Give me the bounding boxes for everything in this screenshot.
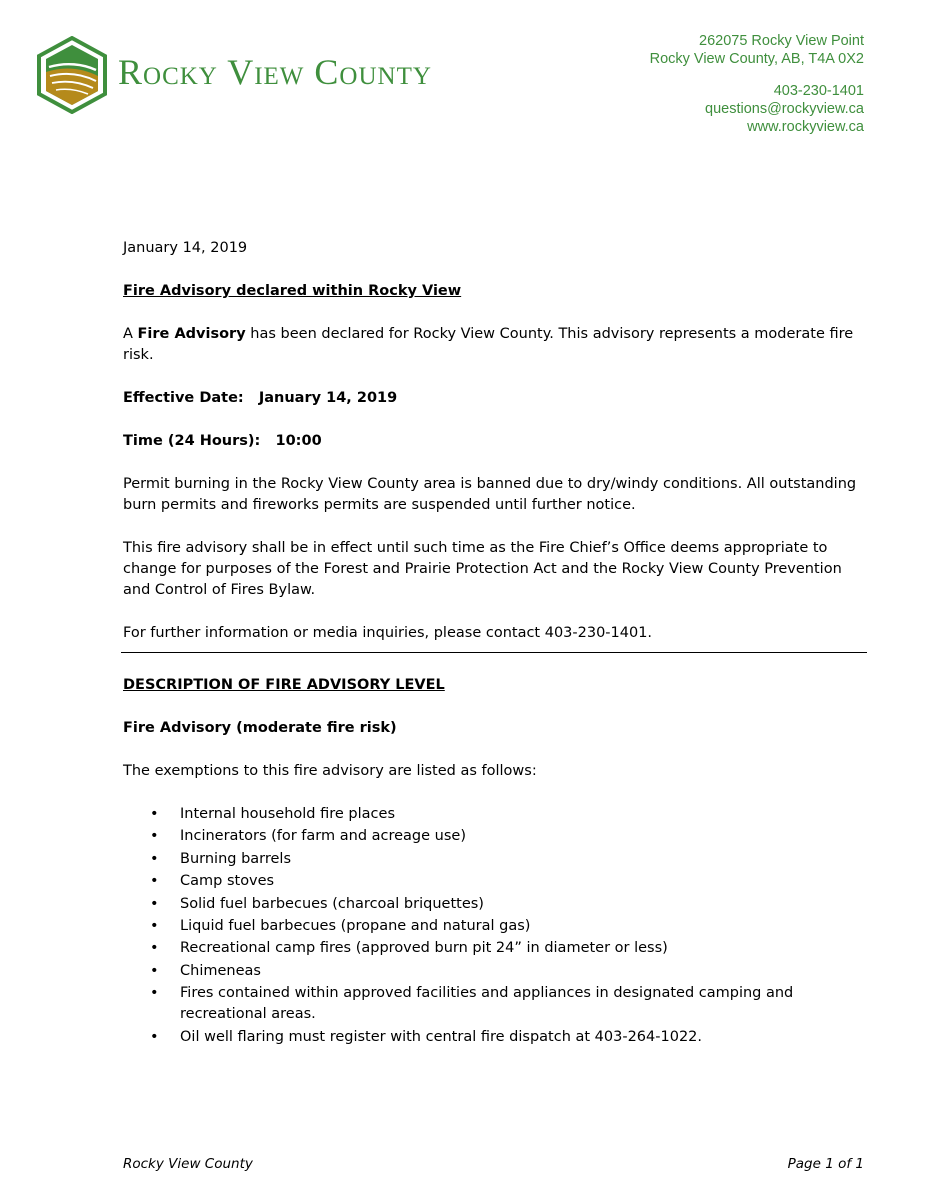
list-item-text: Burning barrels — [180, 850, 292, 867]
bullet-icon: • — [150, 1028, 159, 1045]
rocky-view-logo — [36, 36, 108, 114]
email-link[interactable]: questions@rockyview.ca — [705, 101, 864, 117]
bullet-icon: • — [150, 806, 159, 822]
list-item — [123, 983, 865, 1025]
bullet-icon: • — [150, 828, 159, 845]
list-item-text: Recreational camp fires (approved burn pit 24” in diameter or less) — [180, 940, 668, 957]
bullet-icon: • — [150, 850, 159, 867]
list-item — [123, 1027, 865, 1048]
list-item — [123, 871, 865, 892]
exemptions-list — [123, 804, 865, 1048]
list-item-text: Liquid fuel barbecues (propane and natural gas) — [180, 917, 531, 934]
list-item — [123, 938, 865, 959]
contact-block — [650, 32, 864, 136]
list-item-text: Fires contained within approved facilities and appliances in designated camping and recreational areas. — [180, 985, 794, 1023]
effective-value: January 14, 2019 — [258, 390, 398, 406]
org-name: Rocky View County — [118, 52, 432, 92]
list-item-text: Solid fuel barbecues (charcoal briquettes) — [180, 895, 484, 912]
website-link[interactable]: www.rockyview.ca — [747, 119, 864, 135]
bullet-icon: • — [150, 940, 159, 957]
paragraph-2: This fire advisory shall be in effect until such time as the Fire Chief’s Office deems appropriate to change for purposes of the Forest and Prairie Protection Act and the Rocky View County Prevention and Control of Fires Bylaw. — [123, 540, 842, 598]
time-label: Time (24 Hours): — [123, 433, 261, 449]
address-line-1: 262075 Rocky View Point — [699, 33, 864, 49]
bullet-icon: • — [150, 895, 159, 912]
list-item — [123, 961, 865, 982]
section-divider — [121, 652, 867, 653]
paragraph-3: For further information or media inquiries, please contact 403-230-1401. — [123, 625, 653, 641]
intro-bold: Fire Advisory — [137, 326, 246, 342]
footer-page-number: Page 1 of 1 — [787, 1156, 864, 1172]
list-item — [123, 916, 865, 937]
time-value: 10:00 — [275, 433, 322, 449]
footer-org: Rocky View County — [123, 1156, 253, 1172]
phone: 403-230-1401 — [773, 83, 864, 99]
letter-date: January 14, 2019 — [123, 240, 248, 256]
description-subheading: Fire Advisory (moderate fire risk) — [123, 720, 397, 736]
list-item — [123, 849, 865, 870]
time-line — [123, 431, 865, 452]
list-item — [123, 894, 865, 915]
list-item-text: Chimeneas — [180, 962, 261, 979]
page-footer — [123, 1156, 864, 1172]
intro-paragraph — [123, 324, 865, 366]
list-item-text: Internal household fire places — [180, 806, 395, 822]
effective-label: Effective Date: — [123, 390, 244, 406]
effective-date-line — [123, 388, 865, 409]
bullet-icon: • — [150, 917, 159, 934]
list-item — [123, 826, 865, 847]
exemptions-intro: The exemptions to this fire advisory are listed as follows: — [123, 763, 537, 779]
bullet-icon: • — [150, 962, 159, 979]
list-item-text: Oil well flaring must register with central fire dispatch at 403-264-1022. — [180, 1028, 702, 1045]
list-item — [123, 804, 865, 825]
letter-heading: Fire Advisory declared within Rocky View — [123, 283, 462, 299]
list-item-text: Incinerators (for farm and acreage use) — [180, 828, 466, 845]
intro-rest: has been declared for Rocky View County. This advisory represents a moderate fire risk. — [123, 326, 854, 363]
description-heading: DESCRIPTION OF FIRE ADVISORY LEVEL — [123, 677, 445, 693]
letter-body — [123, 238, 865, 1049]
intro-prefix: A — [123, 326, 138, 342]
paragraph-1: Permit burning in the Rocky View County area is banned due to dry/windy conditions. All outstanding burn permits and fireworks permits are suspended until further notice. — [123, 476, 857, 513]
list-item-text: Camp stoves — [180, 873, 275, 890]
bullet-icon: • — [150, 985, 159, 1002]
address-line-2: Rocky View County, AB, T4A 0X2 — [649, 51, 864, 67]
bullet-icon: • — [150, 873, 159, 890]
